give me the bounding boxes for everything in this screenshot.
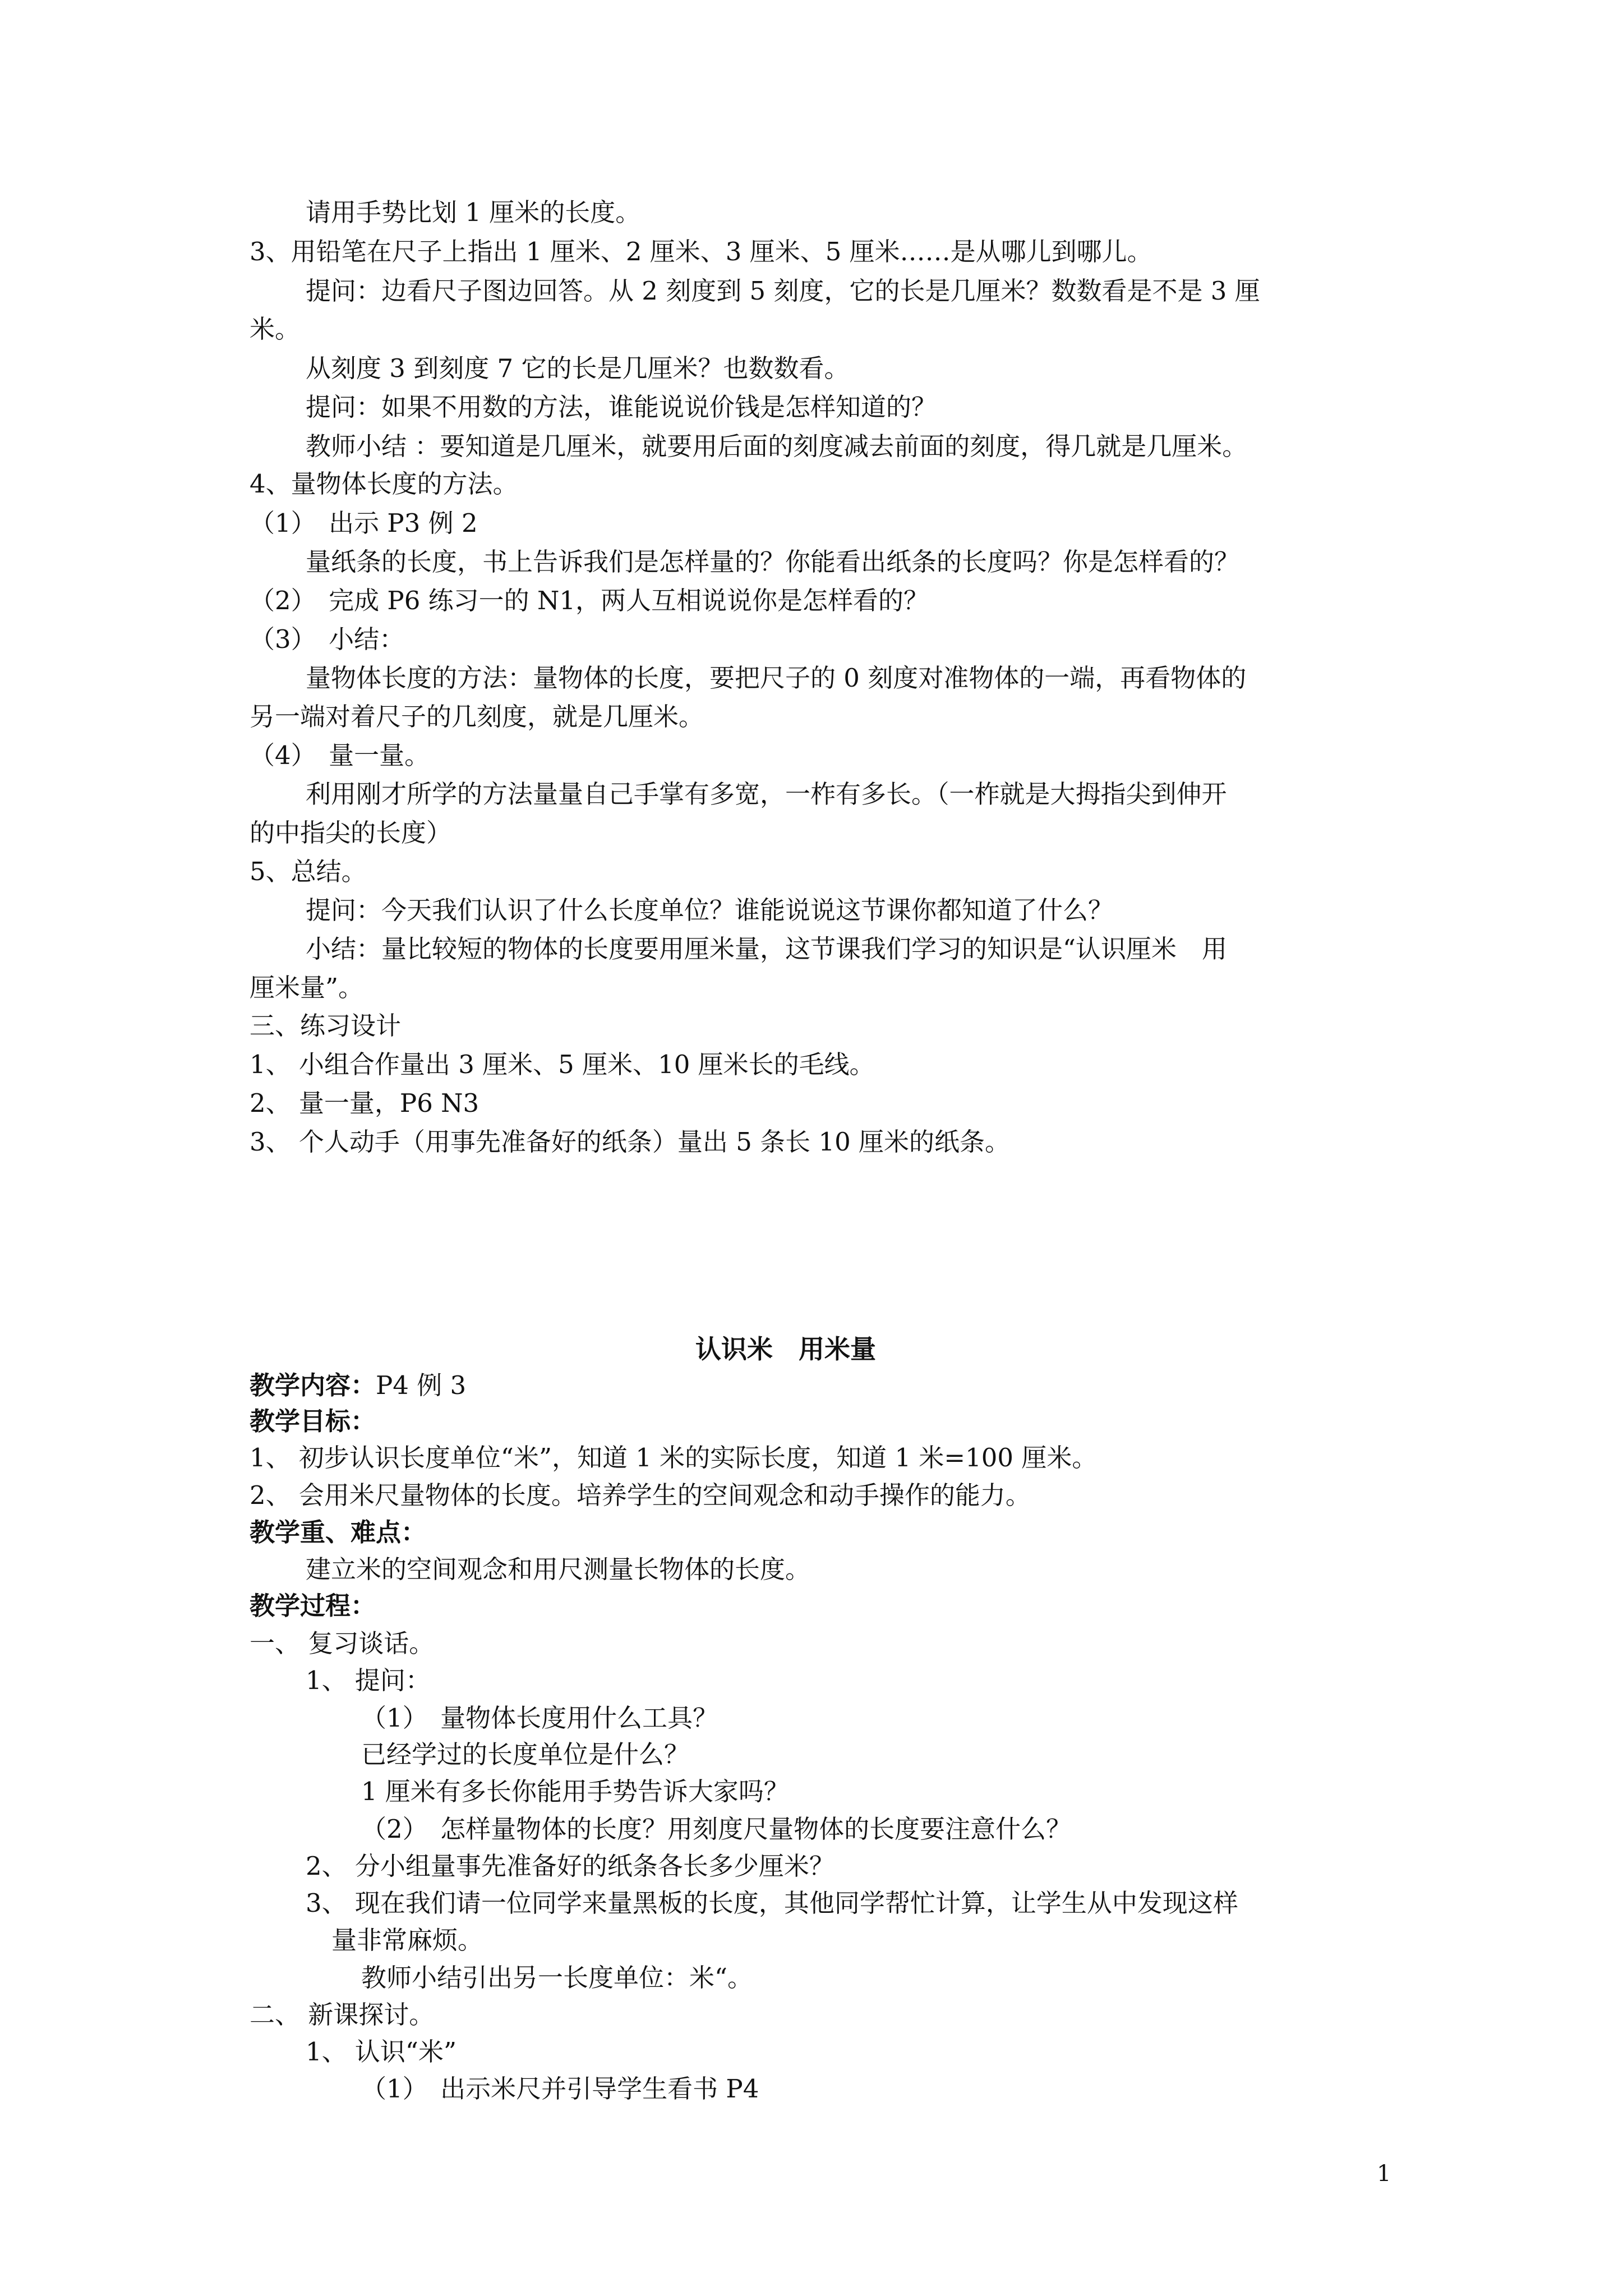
- text-line: 的中指尖的长度）: [250, 818, 452, 848]
- text-line: 1、 提问：: [306, 1665, 431, 1695]
- field-label: 教学目标：: [250, 1406, 376, 1436]
- text-line: 从刻度 3 到刻度 7 它的长是几厘米？也数数看。: [306, 353, 850, 383]
- text-line: 3、 现在我们请一位同学来量黑板的长度，其他同学帮忙计算，让学生从中发现这样: [306, 1888, 1238, 1918]
- text-line: 已经学过的长度单位是什么？: [361, 1740, 690, 1769]
- text-line: 1、 初步认识长度单位“米”，知道 1 米的实际长度，知道 1 米=100 厘米。: [250, 1443, 1098, 1473]
- text-line: 1、 认识“米”: [306, 2037, 457, 2067]
- text-line: 提问：边看尺子图边回答。从 2 刻度到 5 刻度，它的长是几厘米？数数看是不是 3 厘: [306, 276, 1260, 306]
- section-title: 认识米 用米量: [695, 1334, 876, 1364]
- text-line: 3、 个人动手（用事先准备好的纸条）量出 5 条长 10 厘米的纸条。: [250, 1127, 1011, 1157]
- text-line: （1） 出示 P3 例 2: [250, 508, 478, 538]
- text-line: 4、量物体长度的方法。: [250, 469, 518, 499]
- text-line: 另一端对着尺子的几刻度，就是几厘米。: [250, 702, 704, 731]
- text-line: （4） 量一量。: [250, 740, 430, 770]
- text-line: 提问：今天我们认识了什么长度单位？谁能说说这节课你都知道了什么？: [306, 895, 1114, 925]
- text-line: 1 厘米有多长你能用手势告诉大家吗？: [361, 1777, 789, 1806]
- text-line: （2） 完成 P6 练习一的 N1，两人互相说说你是怎样看的？: [250, 586, 929, 615]
- text-line: 2、 分小组量事先准备好的纸条各长多少厘米？: [306, 1851, 834, 1881]
- text-line: 量纸条的长度，书上告诉我们是怎样量的？你能看出纸条的长度吗？你是怎样看的？: [306, 547, 1240, 577]
- page-number: 1: [1377, 2161, 1391, 2187]
- field-value: P4 例 3: [376, 1370, 467, 1400]
- text-line: 米。: [250, 314, 301, 344]
- field-label: 教学内容：: [250, 1370, 376, 1400]
- text-line: 小结：量比较短的物体的长度要用厘米量，这节课我们学习的知识是“认识厘米 用: [306, 934, 1228, 964]
- text-line: 三、练习设计: [250, 1011, 402, 1041]
- text-line: （1） 出示米尺并引导学生看书 P4: [361, 2074, 759, 2104]
- text-line: （2） 怎样量物体的长度？用刻度尺量物体的长度要注意什么？: [361, 1814, 1072, 1844]
- text-line: 2、 量一量，P6 N3: [250, 1088, 479, 1118]
- text-line: 提问：如果不用数的方法，谁能说说价钱是怎样知道的？: [306, 392, 937, 422]
- text-line: 教师小结引出另一长度单位：米“。: [361, 1963, 753, 1993]
- text-line: 量非常麻烦。: [331, 1925, 483, 1955]
- text-line: 二、 新课探讨。: [250, 2000, 435, 2030]
- text-line: 建立米的空间观念和用尺测量长物体的长度。: [306, 1554, 811, 1584]
- text-line: 一、 复习谈话。: [250, 1628, 435, 1658]
- text-line: （3） 小结：: [250, 624, 405, 654]
- text-line: 3、用铅笔在尺子上指出 1 厘米、2 厘米、3 厘米、5 厘米……是从哪儿到哪儿。: [250, 237, 1152, 266]
- text-line: 请用手势比划 1 厘米的长度。: [306, 197, 641, 227]
- field-row: [250, 1369, 466, 1402]
- text-line: 1、 小组合作量出 3 厘米、5 厘米、10 厘米长的毛线。: [250, 1050, 875, 1079]
- text-line: 利用刚才所学的方法量量自己手掌有多宽，一柞有多长。（一柞就是大拇指尖到伸开: [306, 779, 1227, 809]
- field-label: 教学过程：: [250, 1591, 376, 1621]
- field-label: 教学重、难点：: [250, 1517, 427, 1547]
- text-line: 5、总结。: [250, 857, 367, 886]
- text-line: 教师小结 ：要知道是几厘米，就要用后面的刻度减去前面的刻度，得几就是几厘米。: [306, 431, 1248, 461]
- text-line: 2、 会用米尺量物体的长度。培养学生的空间观念和动手操作的能力。: [250, 1480, 1031, 1510]
- text-line: 厘米量”。: [250, 973, 364, 1002]
- text-line: 量物体长度的方法：量物体的长度，要把尺子的 0 刻度对准物体的一端，再看物体的: [306, 663, 1247, 693]
- text-line: （1） 量物体长度用什么工具？: [361, 1703, 718, 1733]
